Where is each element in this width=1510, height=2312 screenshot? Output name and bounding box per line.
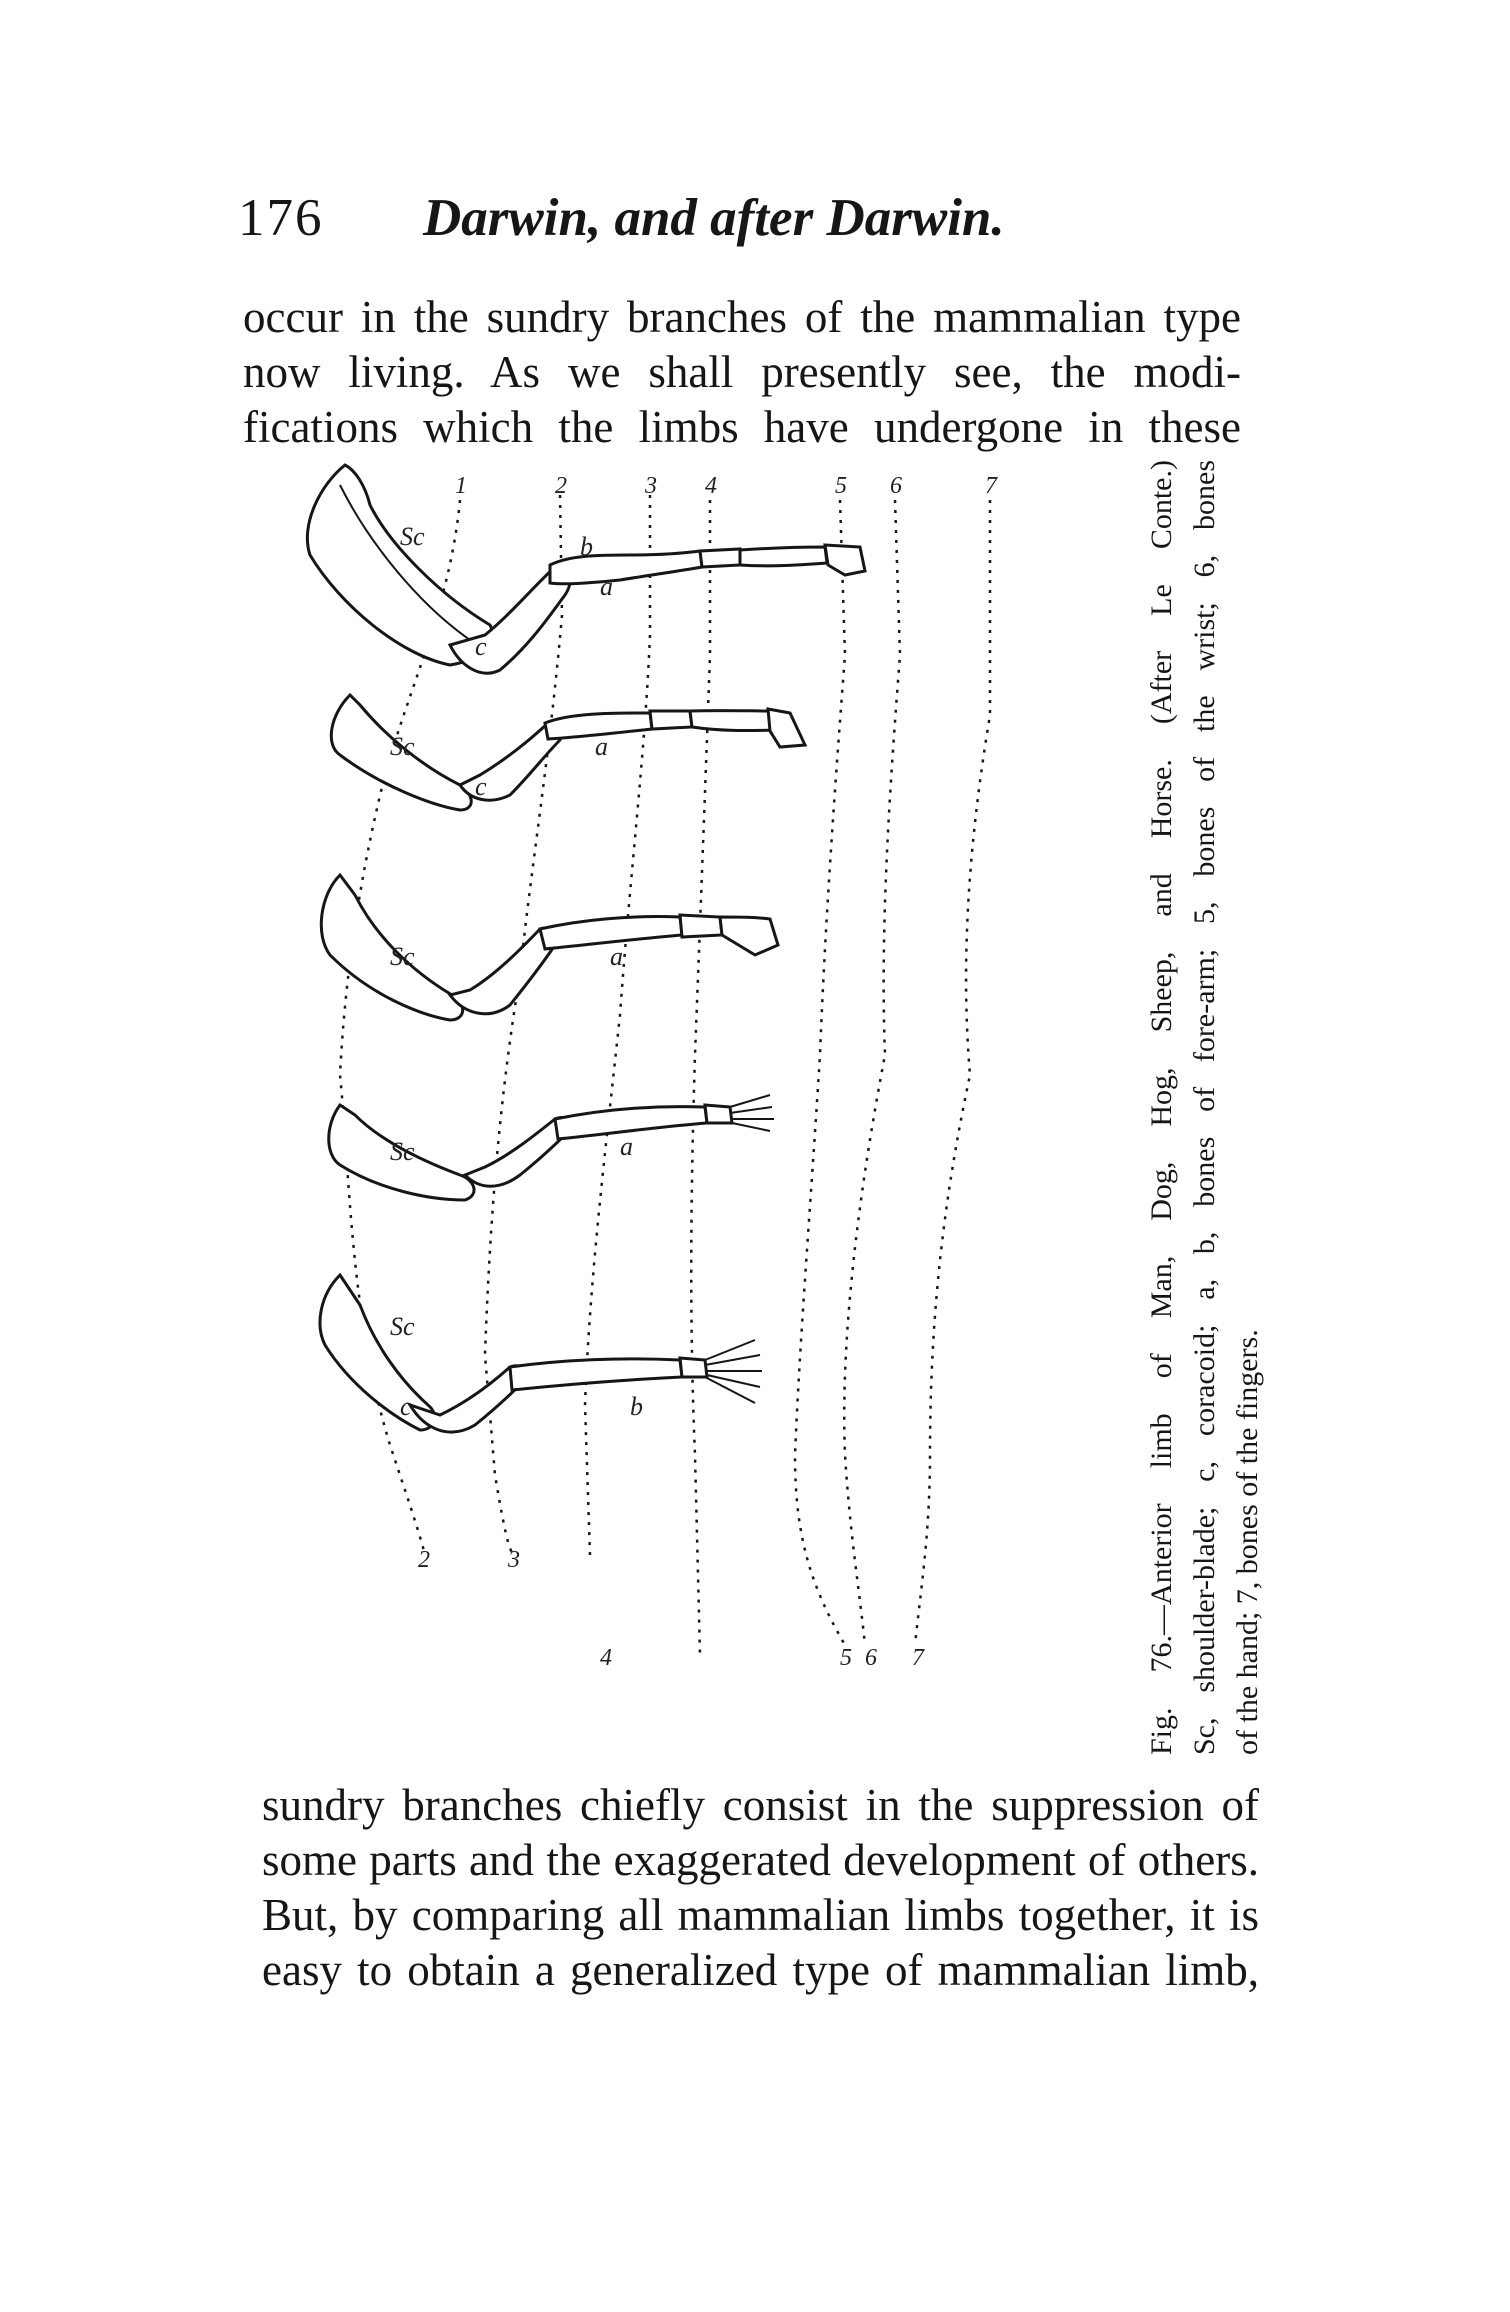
caption-line: of the hand; 7, bones of the fingers. xyxy=(1231,1329,1264,1755)
label-b: b xyxy=(630,1392,643,1421)
paragraph-top xyxy=(243,290,1241,455)
text-line: occur in the sundry branches of the mammalian type xyxy=(243,292,1241,342)
index-number: 4 xyxy=(705,473,717,499)
text-line: sundry branches chiefly consist in the suppression of xyxy=(262,1780,1259,1830)
text-line: fications which the limbs have undergone in these xyxy=(243,402,1241,452)
index-number: 5 xyxy=(840,1645,852,1671)
bottom-index-numbers xyxy=(418,1547,925,1671)
index-number: 7 xyxy=(912,1645,924,1671)
figure-caption xyxy=(1140,460,1290,1755)
index-number: 3 xyxy=(645,473,657,499)
label-sc: Sc xyxy=(390,1137,415,1166)
label-c: c xyxy=(400,1392,412,1421)
index-number: 2 xyxy=(555,473,567,499)
index-number: 7 xyxy=(985,473,997,499)
index-number: 4 xyxy=(600,1645,612,1671)
text-line: now living. As we shall presently see, the modi- xyxy=(243,347,1241,397)
top-index-numbers xyxy=(455,473,998,499)
label-c: c xyxy=(475,772,487,801)
index-number: 1 xyxy=(455,473,467,499)
label-sc: Sc xyxy=(390,942,415,971)
page-number: 176 xyxy=(238,189,324,247)
label-sc: Sc xyxy=(400,522,425,551)
label-a: a xyxy=(600,572,613,601)
homology-guides xyxy=(340,495,990,1655)
running-header xyxy=(238,188,1238,268)
label-a: a xyxy=(610,942,623,971)
man-limb xyxy=(320,1275,762,1432)
label-c: c xyxy=(475,632,487,661)
text-line: easy to obtain a generalized type of mammalian limb, xyxy=(262,1945,1259,1995)
horse-limb xyxy=(307,465,865,673)
label-sc: Sc xyxy=(390,732,415,761)
label-sc: Sc xyxy=(390,1312,415,1341)
index-number: 3 xyxy=(508,1547,520,1573)
index-number: 2 xyxy=(418,1547,430,1573)
caption-line: Fig. 76.—Anterior limb of Man, Dog, Hog, Sheep, and Horse. (After Le Conte.) xyxy=(1145,460,1178,1755)
index-number: 6 xyxy=(890,473,902,499)
paragraph-bottom xyxy=(262,1778,1259,1998)
caption-line: Sc, shoulder-blade; c, coracoid; a, b, bones of fore-arm; 5, bones of the wrist; 6, bones xyxy=(1188,460,1221,1755)
label-a: a xyxy=(620,1132,633,1161)
index-number: 5 xyxy=(835,473,847,499)
running-title: Darwin, and after Darwin. xyxy=(423,189,1005,247)
label-b: b xyxy=(580,532,593,561)
text-line: But, by comparing all mammalian limbs together, it is xyxy=(262,1890,1259,1940)
label-a: a xyxy=(595,732,608,761)
text-line: some parts and the exaggerated development of others. xyxy=(262,1835,1259,1885)
index-number: 6 xyxy=(865,1645,877,1671)
